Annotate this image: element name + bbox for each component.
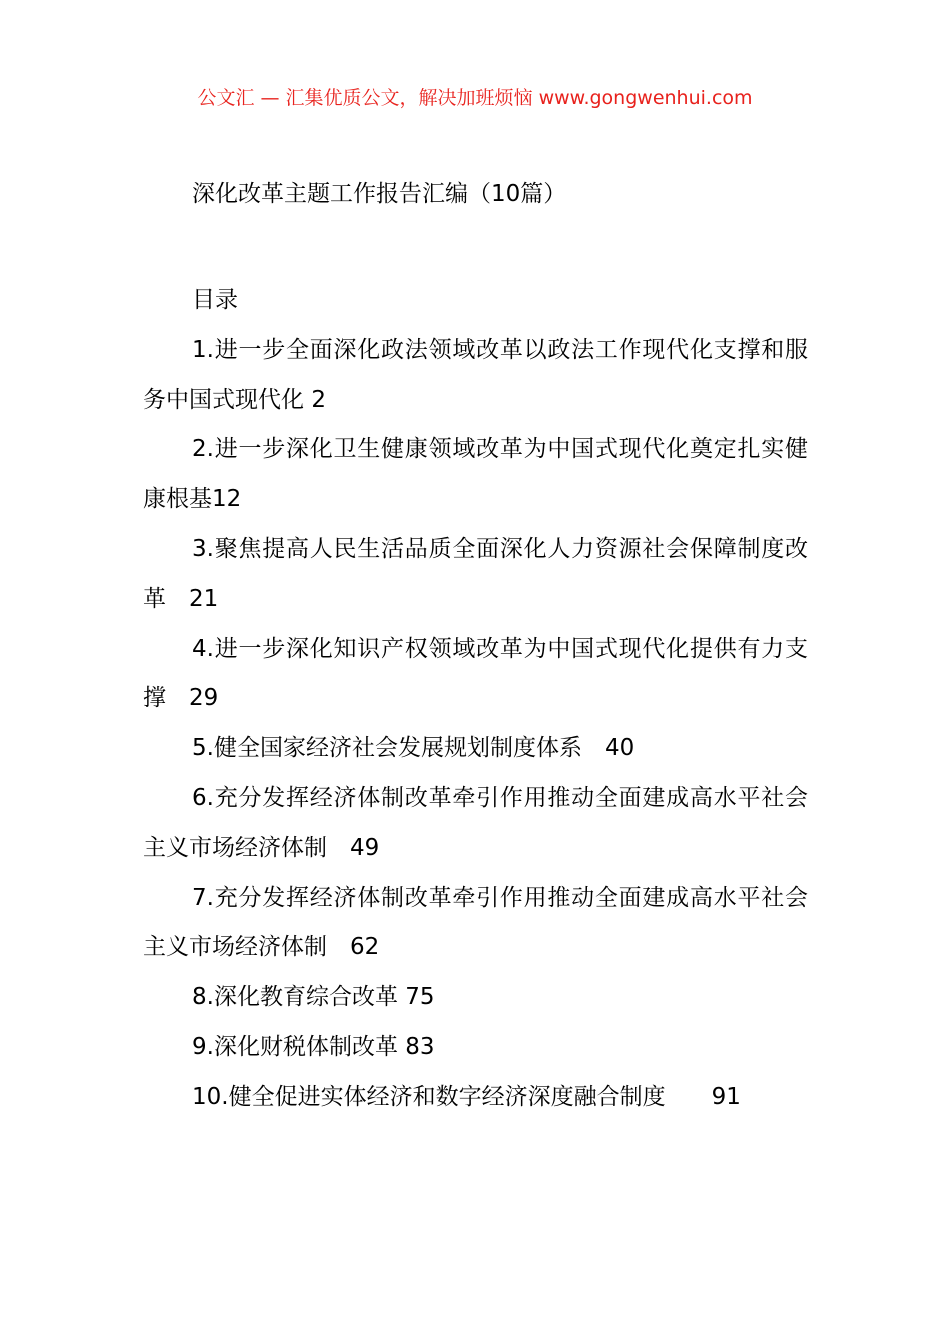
toc-entry-7 xyxy=(143,874,808,974)
toc-entry-separator xyxy=(666,1084,712,1110)
toc-entry-2 xyxy=(143,425,808,525)
toc-entry-9 xyxy=(143,1023,808,1073)
toc-entry-title: 4.进一步深化知识产权领域改革为中国式现代化提供有力支撑 xyxy=(143,635,808,712)
toc-entry-separator xyxy=(582,735,605,761)
toc-entry-title: 2.进一步深化卫生健康领域改革为中国式现代化奠定扎实健康根基 xyxy=(143,436,808,513)
toc-entry-page: 21 xyxy=(189,585,219,612)
toc-entry-3 xyxy=(143,525,808,625)
toc-entry-page: 29 xyxy=(189,685,219,712)
toc-entry-4 xyxy=(143,625,808,725)
table-of-contents xyxy=(143,276,808,1123)
toc-entry-title: 9.深化财税体制改革 xyxy=(192,1033,398,1060)
toc-entry-6 xyxy=(143,774,808,874)
document-title: 深化改革主题工作报告汇编（10篇） xyxy=(192,181,567,207)
toc-entry-1 xyxy=(143,326,808,426)
toc-entry-page: 49 xyxy=(350,834,380,861)
toc-entry-separator xyxy=(327,835,350,861)
toc-heading: 目录 xyxy=(192,287,238,313)
toc-entry-separator xyxy=(166,586,189,612)
toc-entry-5 xyxy=(143,724,808,774)
toc-entry-page: 75 xyxy=(405,984,435,1011)
toc-entry-page: 62 xyxy=(350,934,380,961)
toc-entry-page: 2 xyxy=(311,386,326,413)
toc-entry-title: 3.聚焦提高人民生活品质全面深化人力资源社会保障制度改革 xyxy=(143,535,808,612)
toc-entry-title: 8.深化教育综合改革 xyxy=(192,984,398,1011)
toc-entry-10 xyxy=(143,1073,808,1123)
toc-entry-separator xyxy=(327,934,350,960)
toc-entry-title: 6.充分发挥经济体制改革牵引作用推动全面建成高水平社会主义市场经济体制 xyxy=(143,784,808,861)
toc-entry-title: 7.充分发挥经济体制改革牵引作用推动全面建成高水平社会主义市场经济体制 xyxy=(143,884,808,961)
toc-entry-8 xyxy=(143,973,808,1023)
toc-entry-page: 12 xyxy=(212,486,242,513)
toc-entry-separator xyxy=(166,685,189,711)
toc-entry-page: 91 xyxy=(711,1083,741,1110)
toc-entry-title: 5.健全国家经济社会发展规划制度体系 xyxy=(192,735,582,762)
header-banner: 公文汇 — 汇集优质公文，解决加班烦恼 www.gongwenhui.com xyxy=(197,87,753,109)
toc-entry-page: 40 xyxy=(604,735,635,762)
toc-entry-page: 83 xyxy=(405,1033,435,1060)
toc-entry-title: 1.进一步全面深化政法领域改革以政法工作现代化支撑和服务中国式现代化 xyxy=(143,336,808,413)
toc-entry-title: 10.健全促进实体经济和数字经济深度融合制度 xyxy=(192,1083,666,1110)
